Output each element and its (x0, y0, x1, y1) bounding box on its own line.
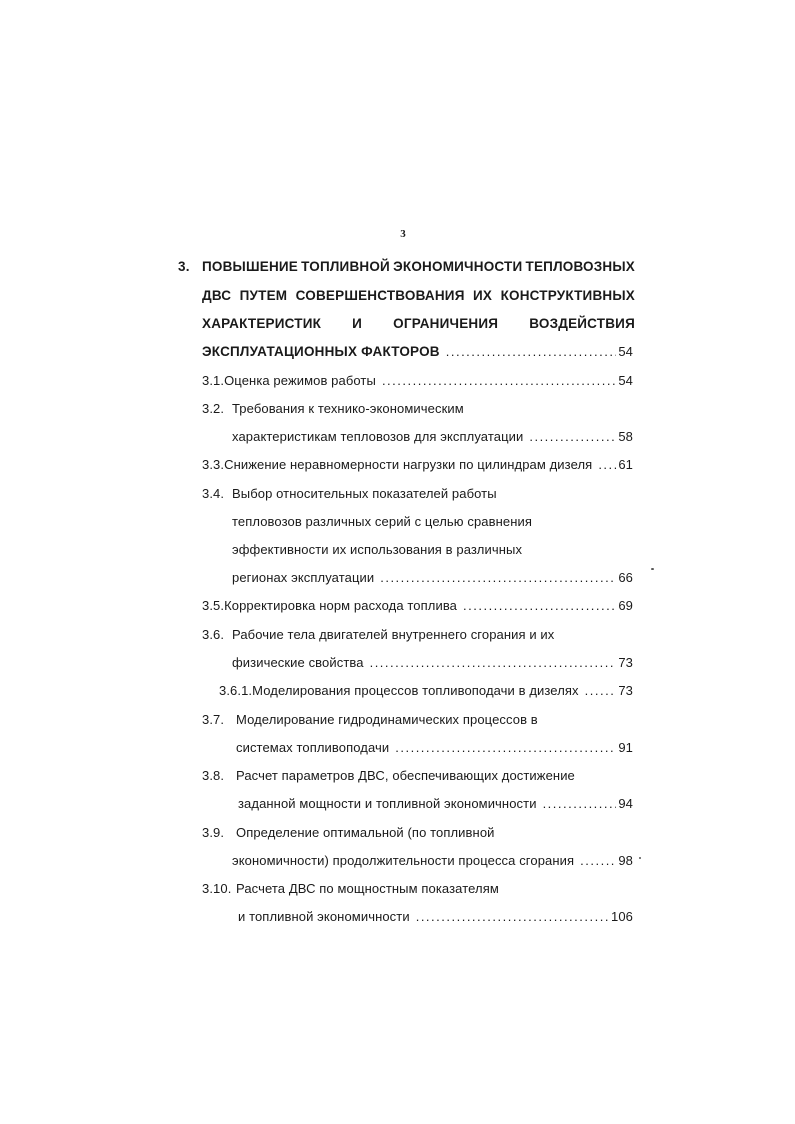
entry-title: физические свойства (232, 655, 364, 670)
toc-entry-3-1 (202, 373, 633, 389)
chapter-word: ЭКОНОМИЧНОСТИ (393, 259, 523, 274)
entry-title: Определение оптимальной (по топливной (236, 825, 495, 840)
toc-entry-3-4-cont (232, 514, 532, 530)
entry-title: Расчет параметров ДВС, обеспечивающих достижение (236, 768, 575, 783)
page-number: 3 (400, 228, 406, 240)
entry-number: 3.6.1. (219, 683, 253, 698)
entry-title: Расчета ДВС по мощностным показателям (236, 881, 499, 896)
entry-title: Моделирования процессов топливоподачи в дизелях (252, 683, 579, 698)
entry-title: Оценка режимов работы (224, 373, 376, 388)
dot-leader (580, 853, 616, 869)
entry-number: 3.3. (202, 457, 225, 472)
entry-page: 73 (618, 683, 633, 698)
entry-title: заданной мощности и топливной экономичности (238, 796, 537, 811)
dot-leader (585, 683, 617, 699)
chapter-word: ОГРАНИЧЕНИЯ (393, 316, 499, 331)
entry-number: 3.6. (202, 627, 225, 642)
toc-entry-3-2-cont (232, 429, 633, 445)
chapter-word: СОВЕРШЕНСТВОВАНИЯ (295, 288, 465, 303)
entry-number: 3.8. (202, 768, 225, 783)
chapter-word: ТОПЛИВНОЙ (301, 259, 390, 274)
toc-entry-3-6-1 (219, 683, 633, 699)
entry-title: системах топливоподачи (236, 740, 390, 755)
entry-title: эффективности их использования в различных (232, 542, 523, 557)
toc-entry-3-4 (202, 486, 497, 502)
entry-number: 3.2. (202, 401, 225, 416)
dot-leader (395, 740, 616, 756)
entry-title: Снижение неравномерности нагрузки по цилиндрам дизеля (224, 457, 593, 472)
chapter-title-line-1 (202, 259, 635, 275)
entry-number: 3.4. (202, 486, 225, 501)
entry-title: Выбор относительных показателей работы (232, 486, 497, 501)
toc-entry-3-5 (202, 598, 633, 614)
chapter-page: 54 (618, 344, 633, 359)
dot-leader (543, 796, 617, 812)
chapter-title-text: ЭКСПЛУАТАЦИОННЫХ ФАКТОРОВ (202, 344, 440, 359)
entry-page: 69 (618, 598, 633, 613)
scan-speck (651, 568, 654, 570)
entry-title: характеристикам тепловозов для эксплуатации (232, 429, 524, 444)
entry-page: 98 (618, 853, 633, 868)
toc-entry-3-6 (202, 627, 554, 643)
chapter-word: ХАРАКТЕРИСТИК (202, 316, 322, 331)
chapter-word: ДВС (202, 288, 232, 303)
chapter-number: 3. (178, 259, 190, 274)
chapter-word: КОНСТРУКТИВНЫХ (500, 288, 635, 303)
toc-entry-3-7 (202, 712, 538, 728)
toc-entry-3-7-cont (236, 740, 633, 756)
dot-leader (380, 570, 616, 586)
entry-title: регионах эксплуатации (232, 570, 375, 585)
dot-leader (382, 373, 616, 389)
chapter-word: ВОЗДЕЙСТВИЯ (529, 316, 635, 331)
chapter-word: ПУТЕМ (239, 288, 288, 303)
toc-entry-3-8 (202, 768, 575, 784)
chapter-title-line-3 (202, 316, 635, 332)
entry-page: 54 (618, 373, 633, 388)
entry-title: экономичности) продолжительности процесса сгорания (232, 853, 575, 868)
toc-entry-3-4-cont (232, 542, 522, 558)
entry-number: 3.5. (202, 598, 225, 613)
entry-title: и топливной экономичности (238, 909, 410, 924)
toc-entry-3-6-cont (232, 655, 633, 671)
toc-entry-3-3 (202, 457, 633, 473)
entry-number: 3.1. (202, 373, 225, 388)
entry-page: 58 (618, 429, 633, 444)
entry-title: Моделирование гидродинамических процессов в (236, 712, 538, 727)
entry-page: 91 (618, 740, 633, 755)
chapter-word: ИХ (473, 288, 493, 303)
toc-entry-3-10-cont (238, 909, 633, 925)
entry-title: Корректировка норм расхода топлива (224, 598, 458, 613)
entry-page: 66 (618, 570, 633, 585)
chapter-title-line-2 (202, 288, 635, 304)
toc-entry-3-4-cont (232, 570, 633, 586)
toc-entry-3-9 (202, 825, 495, 841)
chapter-word: ПОВЫШЕНИЕ (202, 259, 298, 274)
dot-leader (529, 429, 616, 445)
toc-entry-3-9-cont (232, 853, 633, 869)
entry-title: тепловозов различных серий с целью сравнения (232, 514, 533, 529)
toc-entry-3-10 (202, 881, 499, 897)
dot-leader (446, 344, 617, 360)
entry-number: 3.7. (202, 712, 225, 727)
entry-page: 73 (618, 655, 633, 670)
entry-title: Требования к технико-экономическим (232, 401, 464, 416)
entry-page: 61 (618, 457, 633, 472)
entry-title: Рабочие тела двигателей внутреннего сгорания и их (232, 627, 555, 642)
chapter-word: И (352, 316, 363, 331)
toc-entry-3-8-cont (238, 796, 633, 812)
scan-speck (639, 857, 641, 859)
entry-page: 94 (618, 796, 633, 811)
toc-entry-3-2 (202, 401, 464, 417)
dot-leader (598, 457, 616, 473)
entry-number: 3.10. (202, 881, 232, 896)
entry-number: 3.9. (202, 825, 225, 840)
dot-leader (370, 655, 617, 671)
dot-leader (463, 598, 616, 614)
dot-leader (416, 909, 609, 925)
entry-page: 106 (611, 909, 633, 924)
chapter-title-line-4 (202, 344, 633, 360)
chapter-word: ТЕПЛОВОЗНЫХ (525, 259, 635, 274)
